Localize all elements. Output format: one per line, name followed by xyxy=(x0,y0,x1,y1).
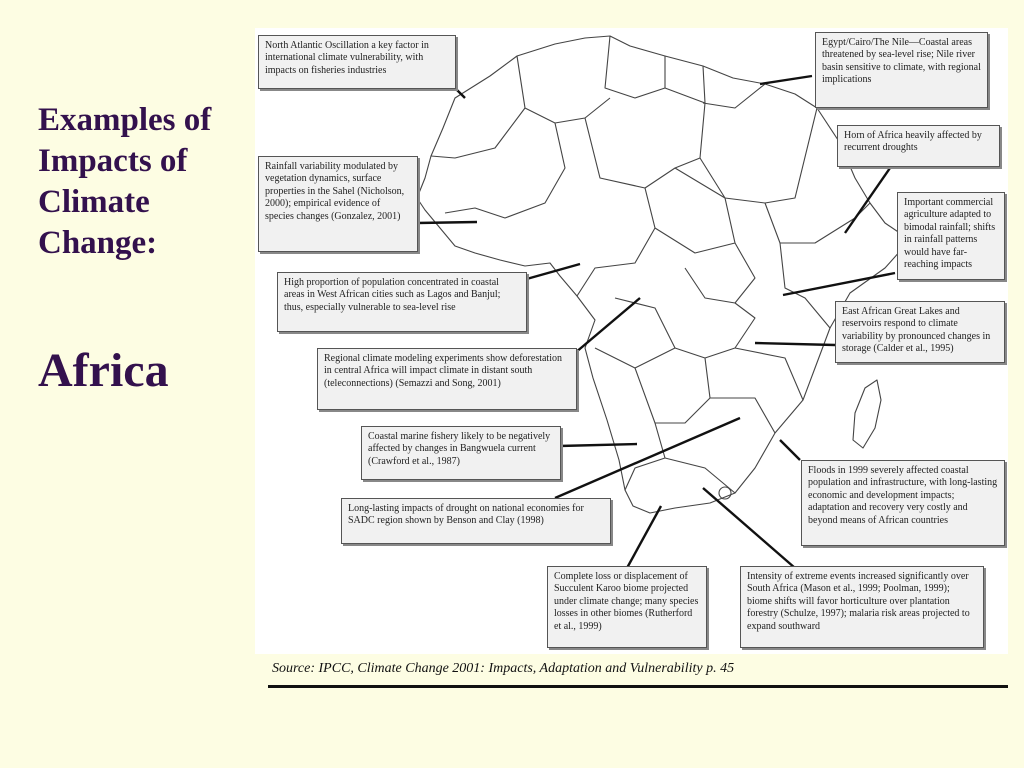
leader-line xyxy=(845,168,890,233)
slide-title xyxy=(38,100,258,264)
note-commercial: Important commercial agriculture adapted to bimodal rainfall; shifts in rainfall patterns would have far-reaching impacts xyxy=(897,192,1005,280)
leader-line xyxy=(417,222,477,223)
leader-line xyxy=(523,264,580,280)
leader-line xyxy=(783,273,895,295)
source-citation: Source: IPCC, Climate Change 2001: Impacts, Adaptation and Vulnerability p. 45 xyxy=(272,661,735,676)
note-coastal-fishery: Coastal marine fishery likely to be negatively affected by changes in Bangwuela current (Crawford et al., 1987) xyxy=(361,426,561,480)
note-horn: Horn of Africa heavily affected by recurrent droughts xyxy=(837,125,1000,167)
note-sadc: Long-lasting impacts of drought on national economies for SADC region shown by Benson and Clay (1998) xyxy=(341,498,611,544)
title-line: Examples of xyxy=(38,102,212,138)
note-sahel: Rainfall variability modulated by vegetation dynamics, surface properties in the Sahel (Nicholson, 2000); empirical evidence of species changes (Gonzalez, 2001) xyxy=(258,156,418,252)
note-egypt: Egypt/Cairo/The Nile—Coastal areas threatened by sea-level rise; Nile river basin sensitive to climate, with regional implications xyxy=(815,32,988,108)
note-great-lakes: East African Great Lakes and reservoirs respond to climate variability by pronounced changes in storage (Calder et al., 1995) xyxy=(835,301,1005,363)
note-nao: North Atlantic Oscillation a key factor in international climate vulnerability, with impacts on fisheries industries xyxy=(258,35,456,89)
leader-line xyxy=(559,444,637,446)
note-regional-modeling: Regional climate modeling experiments show deforestation in central Africa will impact climate in distant south (teleconnections) (Semazzi and Song, 2001) xyxy=(317,348,577,410)
leader-line xyxy=(780,440,800,460)
title-line: Change: xyxy=(38,225,158,261)
note-floods: Floods in 1999 severely affected coastal population and infrastructure, with long-lasting economic and development impacts; adaptation and recovery very costly and beyond means of African countries xyxy=(801,460,1005,546)
leader-line xyxy=(703,488,795,568)
leader-line xyxy=(575,298,640,353)
leader-line xyxy=(755,343,835,345)
slide-subject: Africa xyxy=(38,344,169,397)
title-line: Climate xyxy=(38,184,150,220)
leader-line xyxy=(555,418,740,498)
leader-line xyxy=(627,506,661,568)
title-line: Impacts of xyxy=(38,143,188,179)
leader-line xyxy=(760,76,812,84)
africa-map-figure xyxy=(255,28,1008,654)
divider-rule xyxy=(268,685,1008,688)
note-extreme-events: Intensity of extreme events increased significantly over South Africa (Mason et al., 1999; Poolman, 1999); biome shifts will favor horticulture over plantation forestry (Schulze, 1997); malaria risk areas projected to expand southward xyxy=(740,566,984,648)
note-west-africa: High proportion of population concentrated in coastal areas in West African cities such as Lagos and Banjul; thus, especially vulnerable to sea-level rise xyxy=(277,272,527,332)
note-karoo: Complete loss or displacement of Succulent Karoo biome projected under climate change; many species losses in other biomes (Rutherford et al., 1999) xyxy=(547,566,707,648)
